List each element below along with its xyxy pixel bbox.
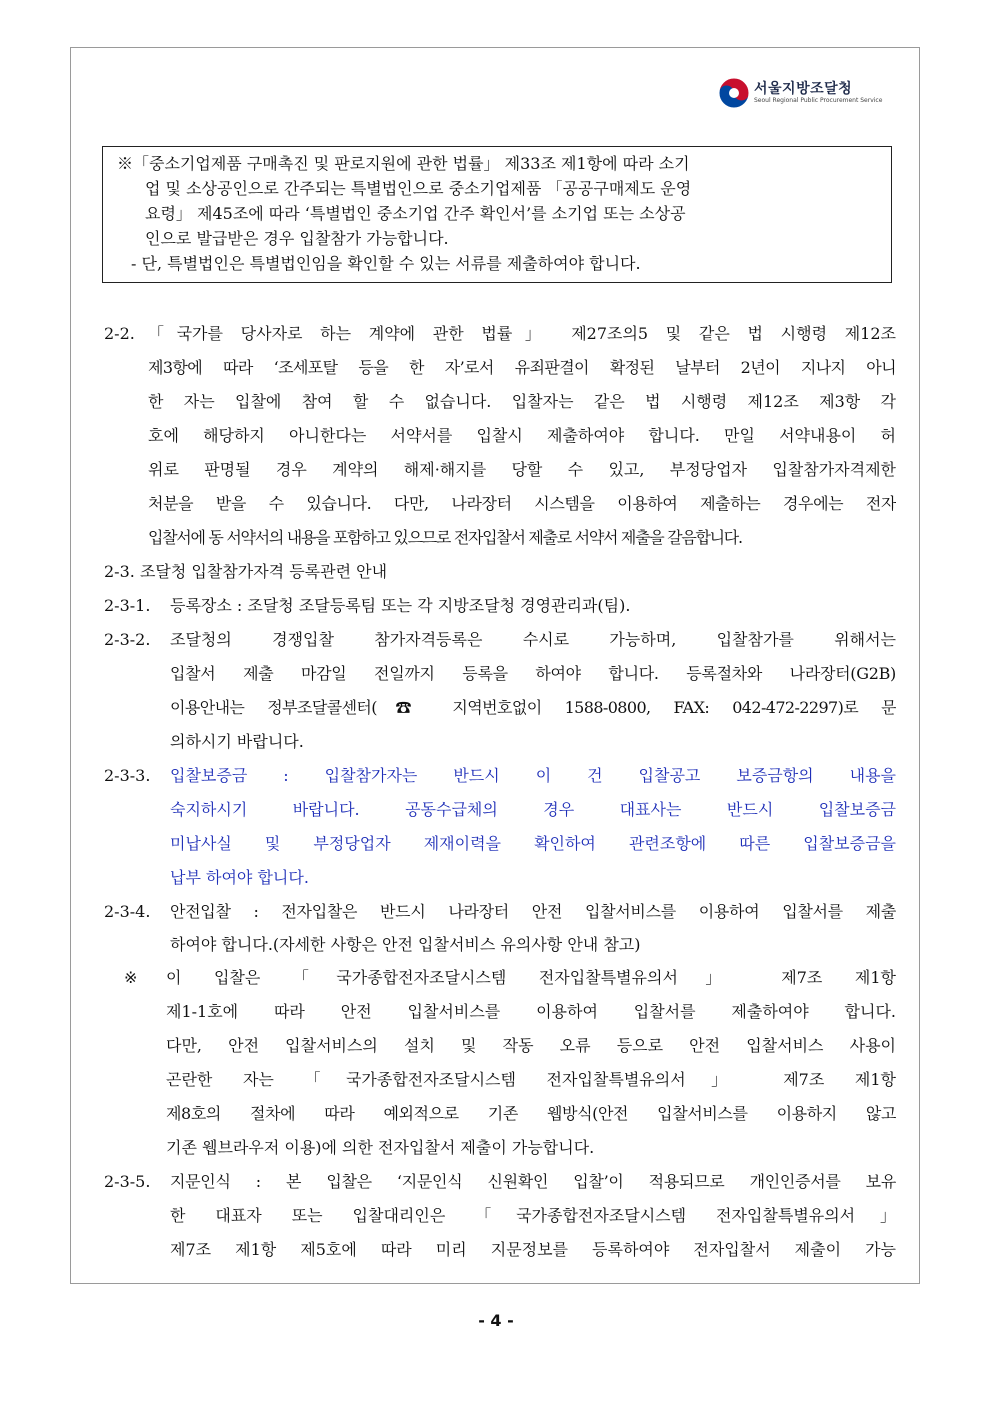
section-line: 납부 하여야 합니다. — [170, 868, 309, 887]
section-line: 입찰서 제출 마감일 전일까지 등록을 하여야 합니다. 등록절차와 나라장터(G2B) — [170, 664, 896, 683]
note-line: 다만, 안전 입찰서비스의 설치 및 작동 오류 등으로 안전 입찰서비스 사용이 — [166, 1036, 896, 1055]
section-line: 한 자는 입찰에 참여 할 수 없습니다. 입찰자는 같은 법 시행령 제12조 제3항 각 — [148, 392, 896, 411]
section-line: 처분을 받을 수 있습니다. 다만, 나라장터 시스템을 이용하여 제출하는 경우에는 전자 — [148, 494, 896, 513]
section-2-3-heading: 2-3. 조달청 입찰참가자격 등록관련 안내 — [104, 562, 388, 581]
section-line: 한 대표자 또는 입찰대리인은 「국가종합전자조달시스템 전자입찰특별유의서」 — [170, 1206, 896, 1225]
notice-line: 인으로 발급받은 경우 입찰참가 가능합니다. — [145, 229, 449, 248]
org-logo — [718, 75, 898, 115]
note-line: 기존 웹브라우저 이용)에 의한 전자입찰서 제출이 가능합니다. — [166, 1138, 595, 1157]
note-line: 제1-1호에 따라 안전 입찰서비스를 이용하여 입찰서를 제출하여야 합니다. — [166, 1002, 896, 1021]
section-line: 지문인식 : 본 입찰은 ‘지문인식 신원확인 입찰’이 적용되므로 개인인증서를 보유 — [170, 1172, 896, 1191]
note-line: 제8호의 절차에 따라 예외적으로 기존 웹방식(안전 입찰서비스를 이용하지 않고 — [166, 1104, 896, 1123]
section-number: 2-2. — [104, 324, 135, 343]
org-name-ko: 서울지방조달청 — [754, 81, 853, 97]
section-number: 2-3-2. — [104, 630, 151, 649]
section-line: 위로 판명될 경우 계약의 해제·해지를 당할 수 있고, 부정당업자 입찰참가자격제한 — [148, 460, 896, 479]
section-2-3-4 — [104, 895, 896, 961]
section-line: 미납사실 및 부정당업자 제재이력을 확인하여 관련조항에 따른 입찰보증금을 — [170, 834, 896, 853]
note-line: 곤란한 자는 「국가종합전자조달시스템 전자입찰특별유의서」 제7조 제1항 — [166, 1070, 896, 1089]
section-2-3-5 — [104, 1165, 896, 1267]
section-number: 2-3-3. — [104, 766, 151, 785]
section-number: 2-3-1. — [104, 596, 151, 615]
section-line: 등록장소 : 조달청 조달등록팀 또는 각 지방조달청 경영관리과(팀). — [170, 596, 631, 615]
notice-line: 요령」 제45조에 따라 ‘특별법인 중소기업 간주 확인서’를 소기업 또는 소상공 — [145, 204, 686, 223]
notice-line: - 단, 특별법인은 특별법인임을 확인할 수 있는 서류를 제출하여야 합니다. — [131, 254, 641, 273]
section-line: 제3항에 따라 ‘조세포탈 등을 한 자’로서 유죄판결이 확정된 날부터 2년이 지나지 아니 — [148, 358, 896, 377]
safe-bid-note — [104, 961, 896, 1165]
section-line: 숙지하시기 바랍니다. 공동수급체의 경우 대표사는 반드시 입찰보증금 — [170, 800, 896, 819]
section-line: 조달청의 경쟁입찰 참가자격등록은 수시로 가능하며, 입찰참가를 위해서는 — [170, 630, 896, 649]
org-name-en: Seoul Regional Public Procurement Service — [754, 97, 883, 104]
section-line: 의하시기 바랍니다. — [170, 732, 304, 751]
notice-line: 업 및 소상공인으로 간주되는 특별법인으로 중소기업제품 「공공구매제도 운영 — [145, 179, 692, 198]
section-line: 제7조 제1항 제5호에 따라 미리 지문정보를 등록하여야 전자입찰서 제출이 가능 — [170, 1240, 896, 1259]
reference-mark: ※ — [124, 968, 138, 987]
notice-line: ※「중소기업제품 구매촉진 및 판로지원에 관한 법률」 제33조 제1항에 따라 소기 — [117, 154, 690, 173]
document-body — [104, 317, 896, 1267]
section-line: 하여야 합니다.(자세한 사항은 안전 입찰서비스 유의사항 안내 참고) — [170, 935, 641, 954]
section-2-2 — [104, 317, 896, 555]
section-number: 2-3-4. — [104, 902, 151, 921]
taegeuk-emblem-icon — [718, 77, 750, 109]
section-line: 이용안내는 정부조달콜센터(☎ 지역번호없이 1588-0800, FAX: 042-472-2297)로 문 — [170, 698, 896, 717]
section-number: 2-3-5. — [104, 1172, 151, 1191]
section-line: 입찰서에 동 서약서의 내용을 포함하고 있으므로 전자입찰서 제출로 서약서 제출을 갈음합니다. — [148, 528, 742, 547]
section-line: 「국가를 당사자로 하는 계약에 관한 법률」 제27조의5 및 같은 법 시행령 제12조 — [148, 324, 896, 343]
note-line: 이 입찰은 「국가종합전자조달시스템 전자입찰특별유의서」 제7조 제1항 — [166, 968, 896, 987]
section-2-3-3 — [104, 759, 896, 895]
section-line: 호에 해당하지 아니한다는 서약서를 입찰시 제출하여야 합니다. 만일 서약내용이 허 — [148, 426, 896, 445]
section-line: 안전입찰 : 전자입찰은 반드시 나라장터 안전 입찰서비스를 이용하여 입찰서를 제출 — [170, 902, 896, 921]
section-2-3-1 — [104, 589, 896, 623]
section-2-3-2 — [104, 623, 896, 759]
page-number: - 4 - — [478, 1311, 514, 1330]
notice-box — [102, 146, 892, 283]
section-line: 입찰보증금 : 입찰참가자는 반드시 이 건 입찰공고 보증금항의 내용을 — [170, 766, 896, 785]
